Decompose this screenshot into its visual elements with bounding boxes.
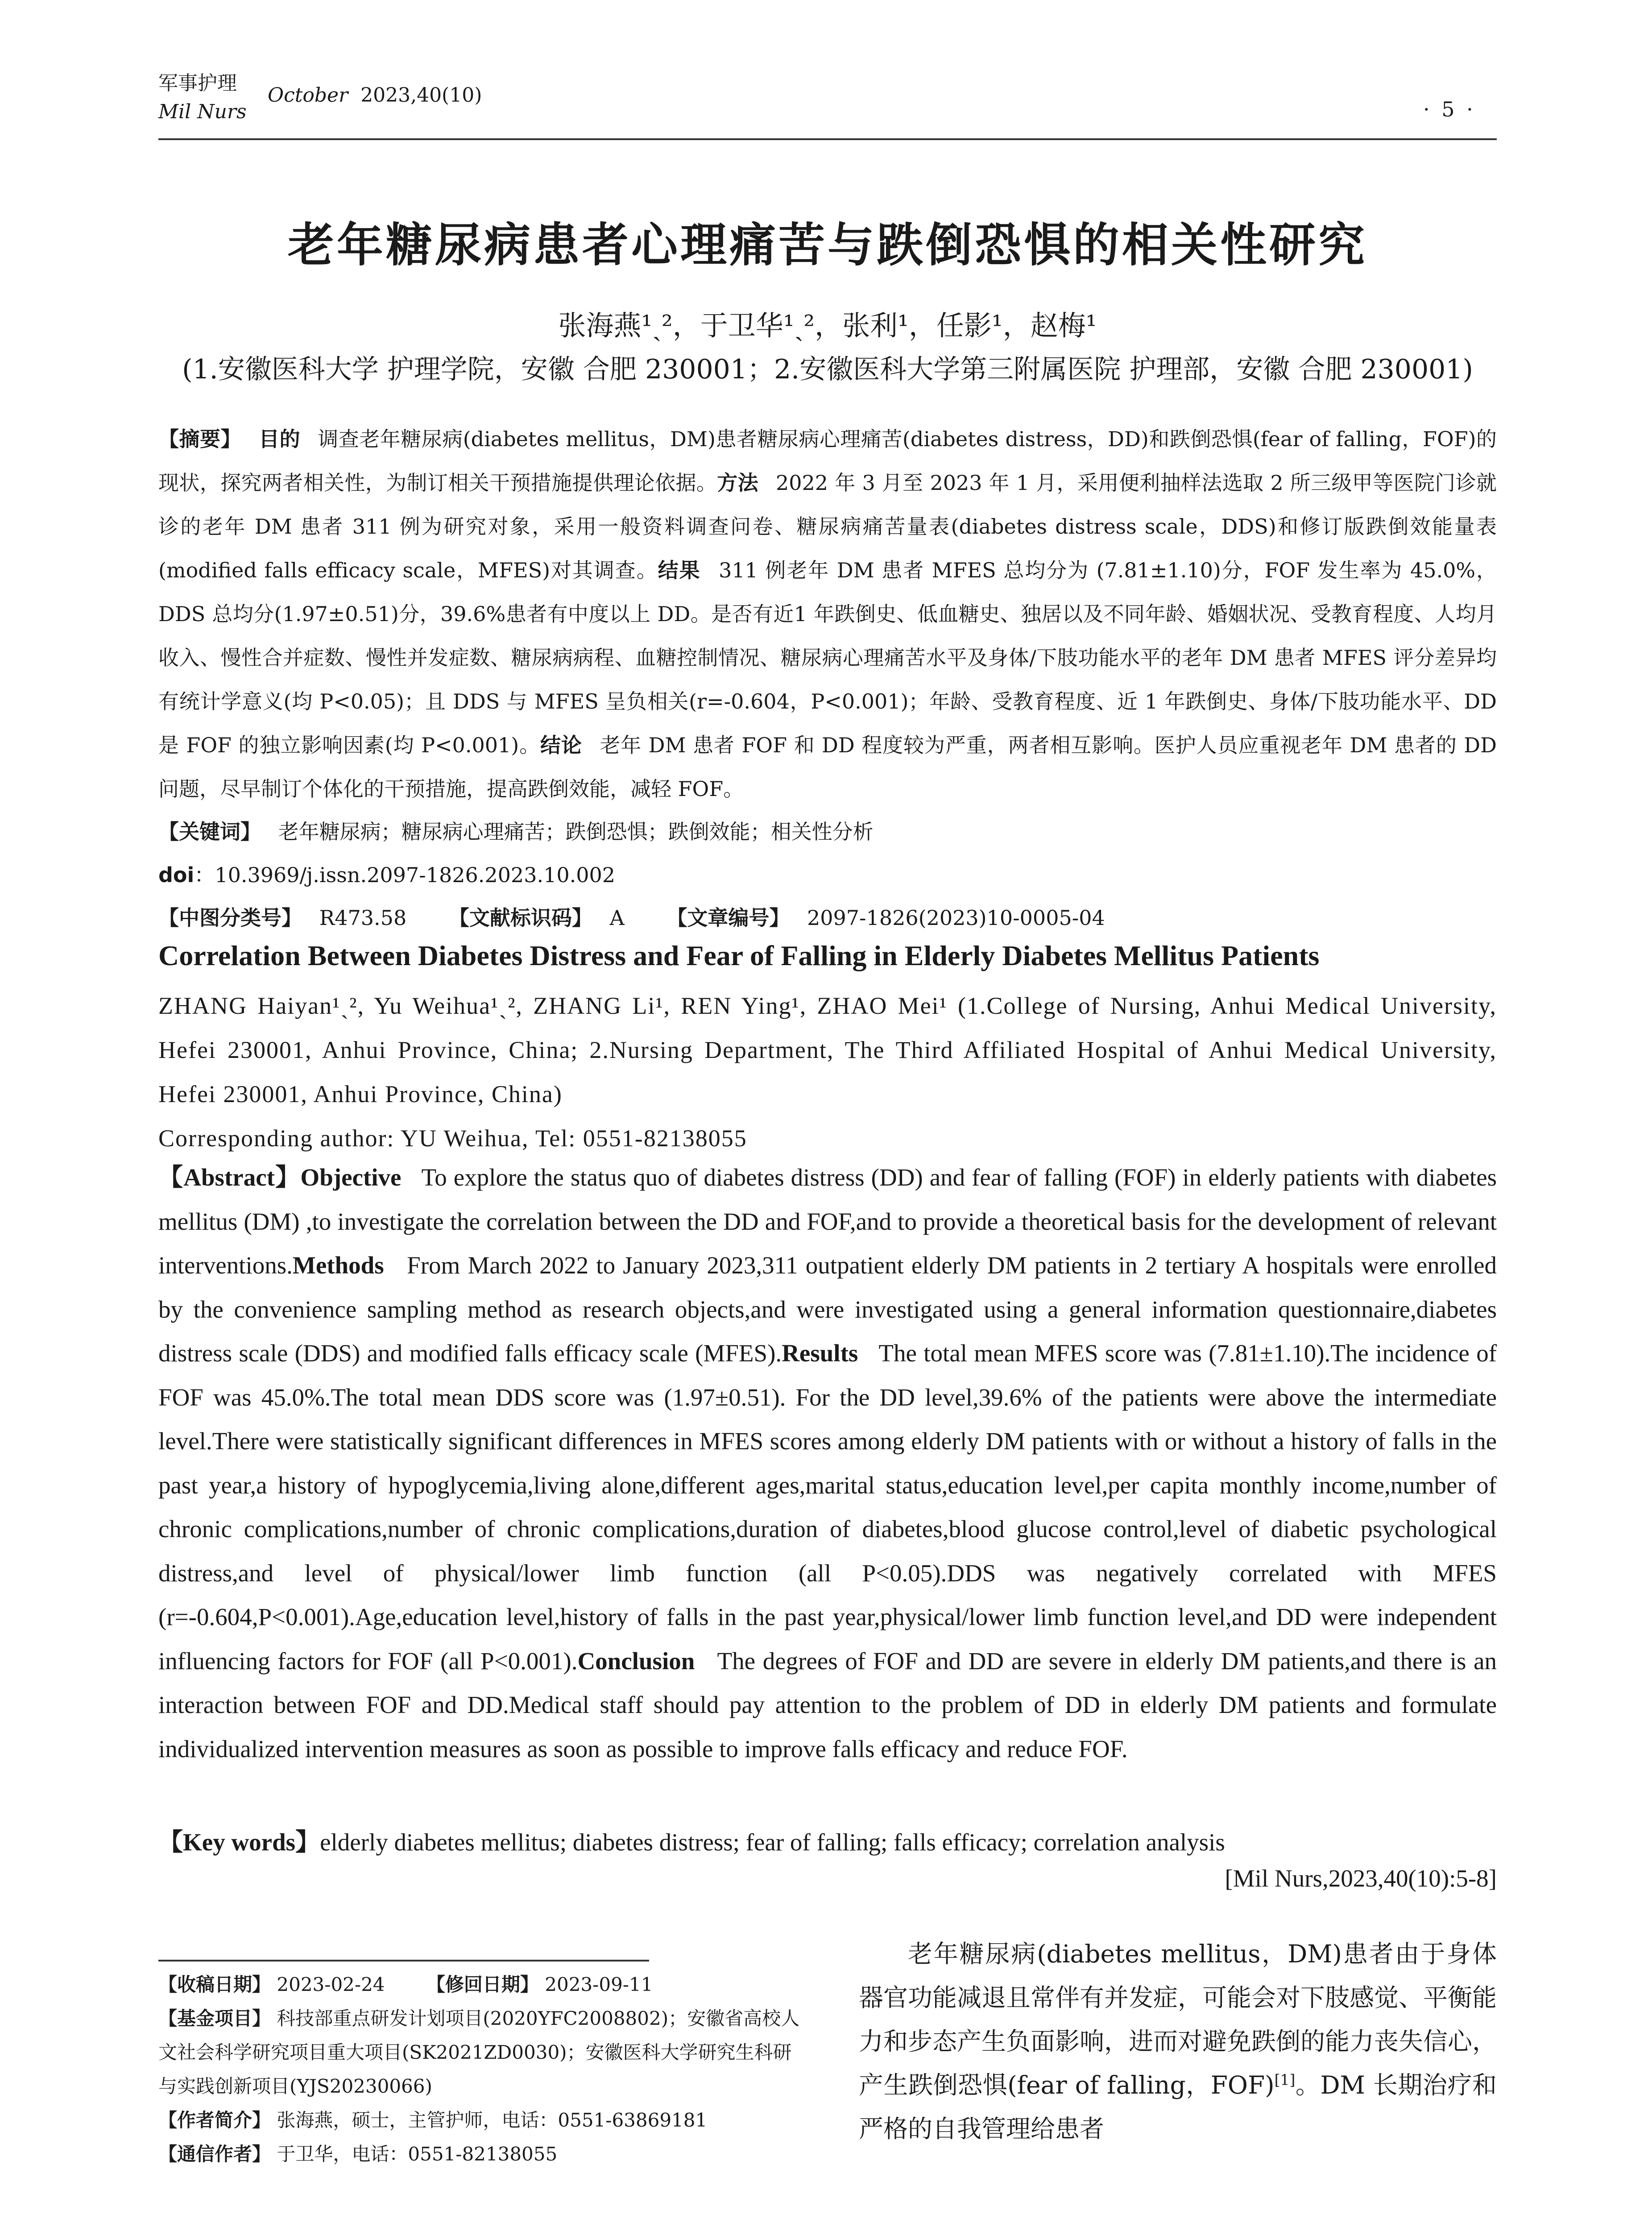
keywords-cn <box>158 810 1497 854</box>
footnote-divider <box>158 1960 649 1961</box>
body-intro <box>859 1932 1497 2151</box>
revised-date: 2023-09-11 <box>545 1974 653 1995</box>
keywords-text: 老年糖尿病；糖尿病心理痛苦；跌倒恐惧；跌倒效能；相关性分析 <box>278 820 874 844</box>
issue-info <box>268 84 482 107</box>
footnote-corr <box>158 2137 805 2171</box>
journal-name-en: Mil Nurs <box>158 100 247 123</box>
citation: [Mil Nurs,2023,40(10):5-8] <box>1225 1865 1497 1892</box>
paper-title-en: Correlation Between Diabetes Distress and Fear of Falling in Elderly Diabetes Mellitus Patients <box>158 940 1320 971</box>
doi <box>158 853 1497 897</box>
paper-title: 老年糖尿病患者心理痛苦与跌倒恐惧的相关性研究 <box>287 218 1367 272</box>
header-divider <box>158 138 1497 140</box>
issue-detail: 2023,40(10) <box>360 84 482 107</box>
fund-text: 科技部重点研发计划项目(2020YFC2008802)；安徽省高校人文社会科学研究项目重大项目(SK2021ZD0030)；安徽医科大学研究生科研与实践创新项目(YJS20230066) <box>158 2007 800 2097</box>
corr-text: 于卫华，电话：0551-82138055 <box>277 2143 558 2165</box>
corresponding-author-en: Corresponding author: YU Weihua, Tel: 0551-82138055 <box>158 1125 747 1152</box>
methods-en-text: From March 2022 to January 2023,311 outpatient elderly DM patients in 2 tertiary A hospitals were enrolled by the convenience sampling method as research objects,and were investigated using a general information questionnaire,diabetes distress scale (DDS) and modified falls efficacy scale (MFES). <box>158 1252 1497 1367</box>
issue-month: October <box>268 84 348 107</box>
doc-code-value: A <box>609 906 625 930</box>
abstract-label: 【摘要】 <box>158 427 241 451</box>
objective-label: 目的 <box>259 427 301 451</box>
results-label: 结果 <box>658 558 701 582</box>
methods-en-label: Methods <box>292 1252 384 1279</box>
intro-text-cont: 。DM 长期治疗和严格的自我管理给患者 <box>859 2071 1497 2143</box>
footnote-dates <box>158 1968 805 2002</box>
results-en-label: Results <box>782 1339 858 1367</box>
objective-text: 调查老年糖尿病(diabetes mellitus，DM)患者糖尿病心理痛苦(diabetes distress，DD)和跌倒恐惧(fear of falling，FOF)的现状，探究两者相关性，为制订相关干预措施提供理论依据。 <box>158 427 1497 495</box>
objective-en-label: Objective <box>300 1164 402 1191</box>
footnote-author <box>158 2103 805 2137</box>
conclusion-text: 老年 DM 患者 FOF 和 DD 程度较为严重，两者相互影响。医护人员应重视老年 DM 患者的 DD 问题，尽早制订个体化的干预措施，提高跌倒效能，减轻 FOF。 <box>158 733 1497 801</box>
fund-label: 【基金项目】 <box>158 2007 271 2029</box>
clc-label: 【中图分类号】 <box>158 906 302 930</box>
results-text: 311 例老年 DM 患者 MFES 总均分为 (7.81±1.10)分，FOF 发生率为 45.0%，DDS 总均分(1.97±0.51)分，39.6%患者有中度以上 DD。是否有近1 年跌倒史、低血糖史、独居以及不同年龄、婚姻状况、受教育程度、人均月收入、慢性合并症数、慢性并发症数、糖尿病病程、血糖控制情况、糖尿病心理痛苦水平及身体/下肢功能水平的老年 DM 患者 MFES 评分差异均有统计学意义(均 P<0.05)；且 DDS 与 MFES 呈负相关(r=-0.604，P<0.001)；年龄、受教育程度、近 1 年跌倒史、身体/下肢功能水平、DD 是 FOF 的独立影响因素(均 P<0.001)。 <box>158 558 1497 757</box>
classification <box>158 896 1497 940</box>
authors-cn: 张海燕¹ˏ²，于卫华¹ˏ²，张利¹，任影¹，赵梅¹ <box>558 309 1097 342</box>
abstract-cn <box>158 417 1497 811</box>
authors-affiliations-en: ZHANG Haiyan¹ˏ², Yu Weihua¹ˏ², ZHANG Li¹, REN Ying¹, ZHAO Mei¹ (1.College of Nursing, Anhui Medical University, Hefei 230001, Anhui Province, China; 2.Nursing Department, The Third Affiliated Hospital of Anhui Medical University, Hefei 230001, Anhui Province, China) <box>158 992 1497 1107</box>
page-number: · 5 · <box>1423 97 1476 121</box>
author-bio-text: 张海燕，硕士，主管护师，电话：0551-63869181 <box>277 2109 708 2131</box>
methods-label: 方法 <box>717 471 758 495</box>
abstract-en-label: 【Abstract】 <box>158 1164 301 1191</box>
affiliations-cn: (1.安徽医科大学 护理学院，安徽 合肥 230001；2.安徽医科大学第三附属医院 护理部，安徽 合肥 230001) <box>182 354 1473 385</box>
keywords-en <box>158 1820 1497 1864</box>
intro-reference[interactable]: [1] <box>1274 2071 1296 2089</box>
objective-en-text: To explore the status quo of diabetes distress (DD) and fear of falling (FOF) in elderly patients with diabetes mellitus (DM) ,to investigate the correlation between the DD and FOF,and to provide a theoretical basis for the development of relevant interventions. <box>158 1164 1497 1279</box>
journal-name-cn: 军事护理 <box>158 72 237 95</box>
conclusion-en-text: The degrees of FOF and DD are severe in elderly DM patients,and there is an interaction between FOF and DD.Medical staff should pay attention to the problem of DD in elderly DM patients and formulate individualized intervention measures as soon as possible to improve falls efficacy and reduce FOF. <box>158 1647 1497 1762</box>
revised-label: 【修回日期】 <box>426 1974 539 1995</box>
doc-code-label: 【文献标识码】 <box>448 906 592 930</box>
received-label: 【收稿日期】 <box>158 1974 271 1995</box>
article-number-label: 【文章编号】 <box>667 906 790 930</box>
doi-value: ：10.3969/j.issn.2097-1826.2023.10.002 <box>194 863 616 887</box>
keywords-label: 【关键词】 <box>158 820 261 844</box>
article-number-value: 2097-1826(2023)10-0005-04 <box>807 906 1105 930</box>
conclusion-en-label: Conclusion <box>577 1647 695 1675</box>
corr-label: 【通信作者】 <box>158 2143 271 2165</box>
conclusion-label: 结论 <box>540 733 582 757</box>
intro-text: 老年糖尿病(diabetes mellitus，DM)患者由于身体器官功能减退且常伴有并发症，可能会对下肢感觉、平衡能力和步态产生负面影响，进而对避免跌倒的能力丧失信心，产生跌倒恐惧(fear of falling，FOF) <box>859 1940 1497 2099</box>
authors-en <box>158 984 1497 1161</box>
author-bio-label: 【作者简介】 <box>158 2109 271 2131</box>
received-date: 2023-02-24 <box>277 1974 385 1995</box>
footnote-fund <box>158 2002 805 2103</box>
keywords-en-text: elderly diabetes mellitus; diabetes distress; fear of falling; falls efficacy; correlation analysis <box>320 1829 1225 1856</box>
results-en-text: The total mean MFES score was (7.81±1.10).The incidence of FOF was 45.0%.The total mean DDS score was (1.97±0.51). For the DD level,39.6% of the patients were above the intermediate level.There were statistically significant differences in MFES scores among elderly DM patients with or without a history of falls in the past year,a history of hypoglycemia,living alone,different ages,marital status,education level,per capita monthly income,number of chronic complications,number of chronic complications,duration of diabetes,blood glucose control,level of diabetic psychological distress,and level of physical/lower limb function (all P<0.05).DDS was negatively correlated with MFES (r=-0.604,P<0.001).Age,education level,history of falls in the past year,physical/lower limb function level,and DD were independent influencing factors for FOF (all P<0.001). <box>158 1339 1497 1675</box>
doi-label: doi <box>158 863 195 887</box>
keywords-en-label: 【Key words】 <box>158 1829 320 1856</box>
clc-value: R473.58 <box>319 906 407 930</box>
methods-text: 2022 年 3 月至 2023 年 1 月，采用便利抽样法选取 2 所三级甲等医院门诊就诊的老年 DM 患者 311 例为研究对象，采用一般资料调查问卷、糖尿病痛苦量表(diabetes distress scale，DDS)和修订版跌倒效能量表(modified falls efficacy scale，MFES)对其调查。 <box>158 471 1497 582</box>
abstract-en <box>158 1156 1497 1771</box>
footnotes <box>158 1968 805 2171</box>
